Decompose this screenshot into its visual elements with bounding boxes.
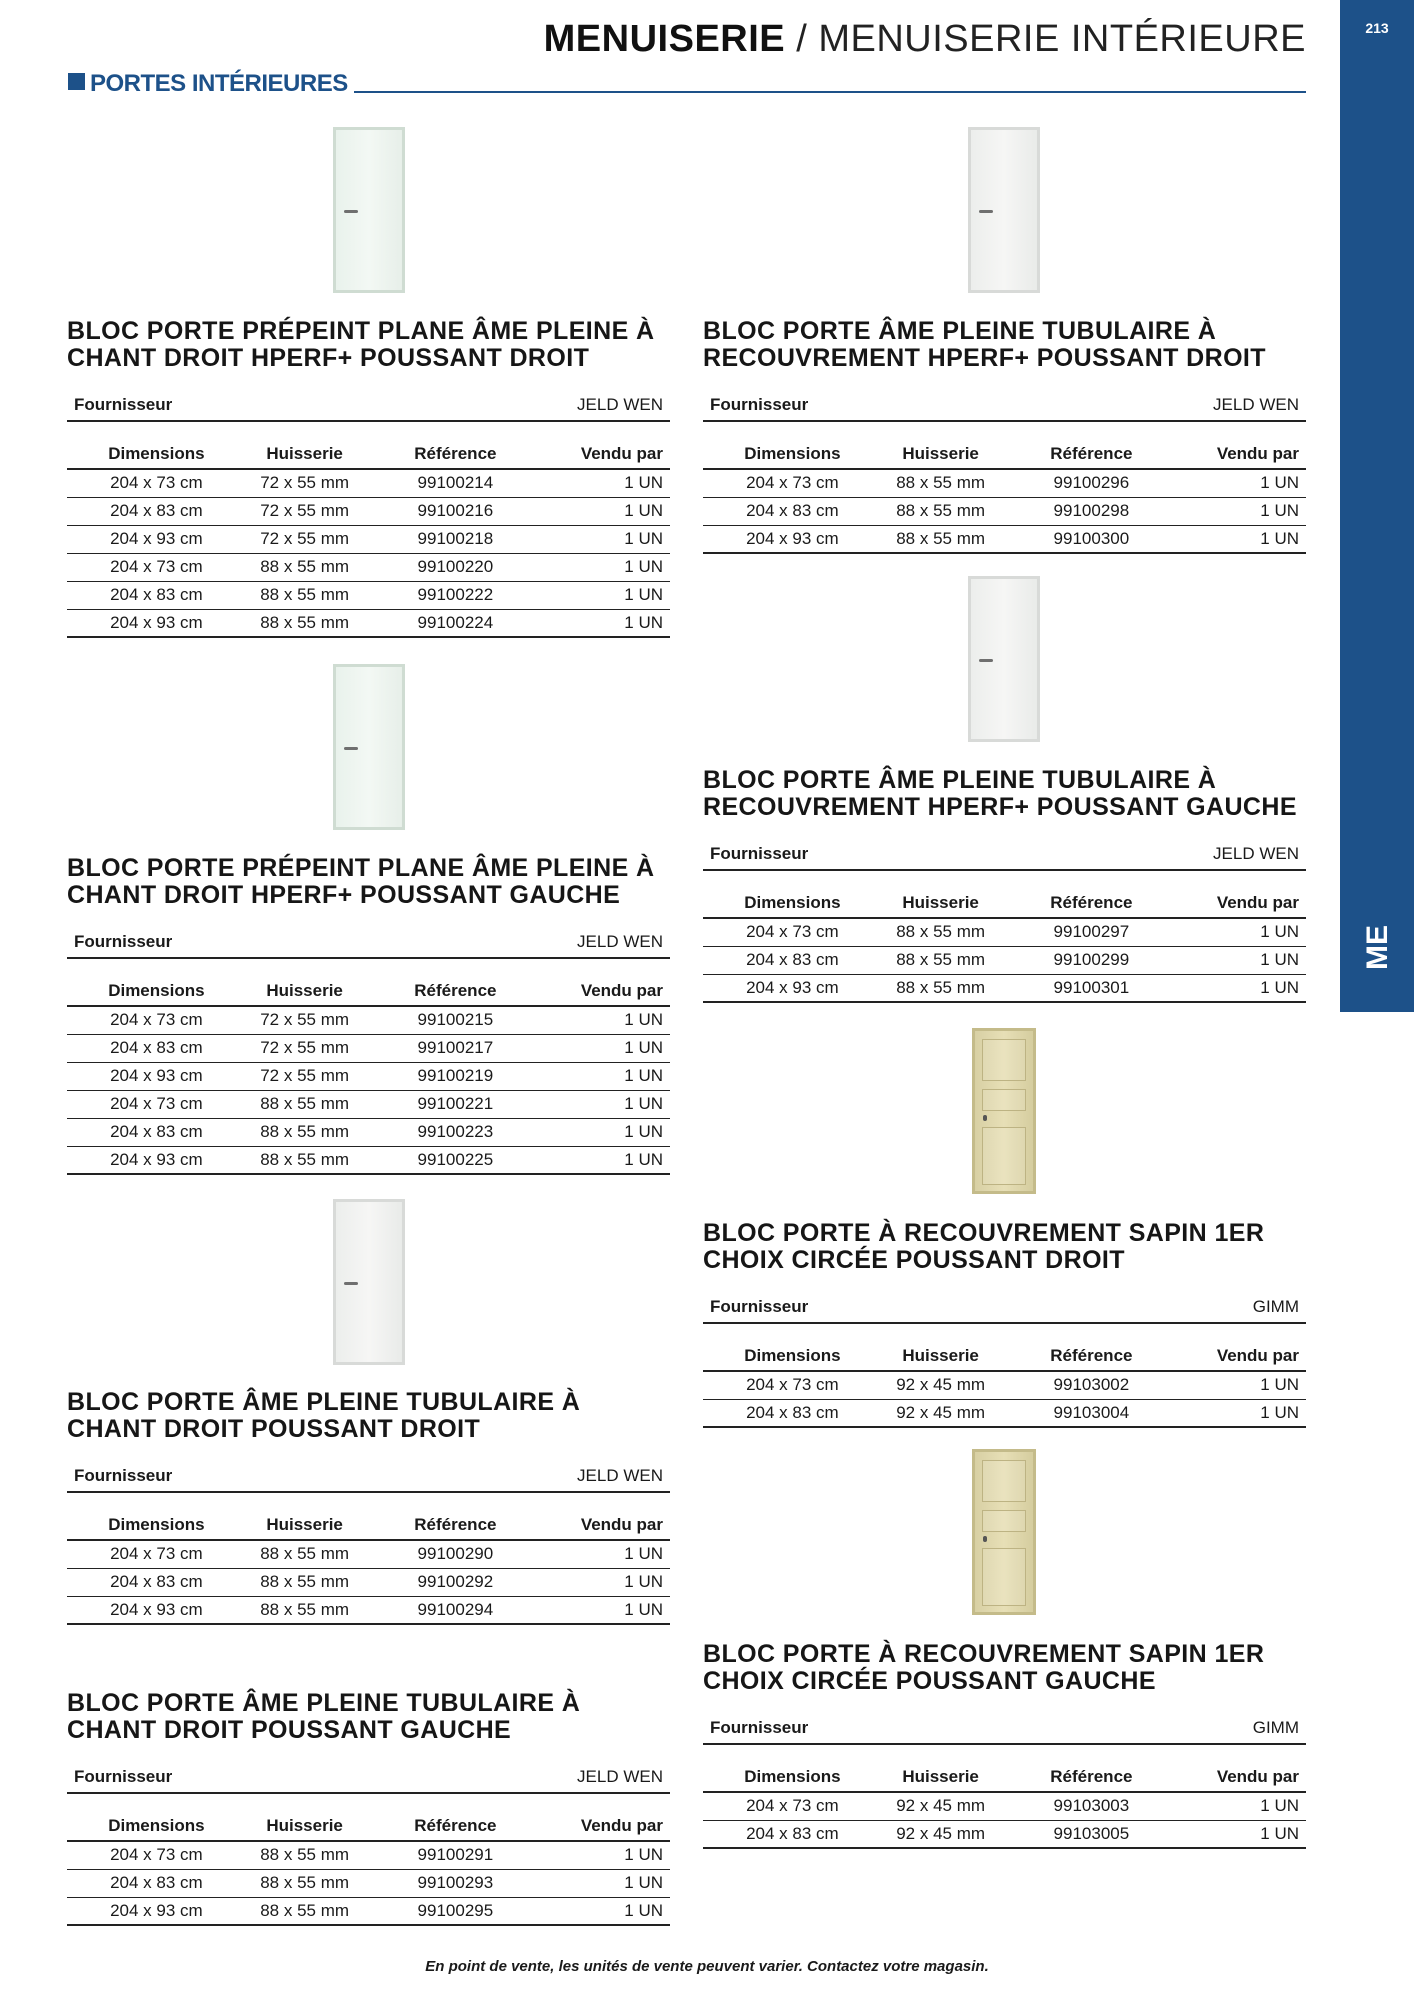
table-cell: 88 x 55 mm xyxy=(854,946,1005,974)
product-title: BLOC PORTE ÂME PLEINE TUBULAIRE À RECOUVREMENT HPERF+ POUSSANT DROIT xyxy=(703,317,1266,372)
table-cell: 1 UN xyxy=(519,497,670,525)
col-reference: Référence xyxy=(369,977,520,1006)
table-cell: 99100297 xyxy=(1005,918,1156,946)
product-block xyxy=(703,1641,1306,1849)
table-cell: 88 x 55 mm xyxy=(854,974,1005,1002)
product-title: BLOC PORTE PRÉPEINT PLANE ÂME PLEINE À CHANT DROIT HPERF+ POUSSANT DROIT xyxy=(67,317,655,372)
table-cell: 204 x 93 cm xyxy=(67,1146,218,1174)
supplier-row xyxy=(703,390,1306,422)
table-cell: 99100292 xyxy=(369,1568,520,1596)
table-header-row xyxy=(703,440,1306,469)
side-section-code: ME xyxy=(1361,925,1394,970)
table-cell: 72 x 55 mm xyxy=(218,469,369,497)
col-reference: Référence xyxy=(1005,889,1156,918)
col-dimensions: Dimensions xyxy=(67,977,218,1006)
col-reference: Référence xyxy=(1005,1342,1156,1371)
table-cell: 1 UN xyxy=(519,469,670,497)
table-cell: 1 UN xyxy=(519,1897,670,1925)
table-cell: 88 x 55 mm xyxy=(218,553,369,581)
table-cell: 72 x 55 mm xyxy=(218,1006,369,1034)
door-image-prepeint-droit xyxy=(333,127,405,293)
supplier-label: Fournisseur xyxy=(710,1297,809,1316)
col-sold-by: Vendu par xyxy=(519,440,670,469)
col-dimensions: Dimensions xyxy=(703,440,854,469)
table-header-row xyxy=(703,1763,1306,1792)
table-row xyxy=(67,1062,670,1090)
table-cell: 1 UN xyxy=(519,1146,670,1174)
product-title: BLOC PORTE ÂME PLEINE TUBULAIRE À CHANT DROIT POUSSANT GAUCHE xyxy=(67,1689,581,1744)
product-table xyxy=(67,1812,670,1926)
table-cell: 72 x 55 mm xyxy=(218,1034,369,1062)
product-block xyxy=(67,318,670,638)
table-row xyxy=(703,497,1306,525)
product-block xyxy=(67,1690,670,1926)
table-cell: 204 x 73 cm xyxy=(67,469,218,497)
table-cell: 1 UN xyxy=(1155,497,1306,525)
table-cell: 1 UN xyxy=(1155,1792,1306,1820)
table-cell: 1 UN xyxy=(519,609,670,637)
col-reference: Référence xyxy=(369,1511,520,1540)
table-row xyxy=(703,525,1306,553)
door-handle-icon xyxy=(983,1115,987,1121)
table-cell: 99103005 xyxy=(1005,1820,1156,1848)
table-cell: 88 x 55 mm xyxy=(218,1897,369,1925)
table-cell: 204 x 83 cm xyxy=(703,1820,854,1848)
supplier-name: JELD WEN xyxy=(1213,395,1299,414)
section-square-icon xyxy=(68,73,85,90)
table-cell: 1 UN xyxy=(519,1869,670,1897)
col-reference: Référence xyxy=(1005,440,1156,469)
table-cell: 99100217 xyxy=(369,1034,520,1062)
door-handle-icon xyxy=(344,747,358,750)
table-cell: 99100300 xyxy=(1005,525,1156,553)
col-dimensions: Dimensions xyxy=(703,1342,854,1371)
supplier-row xyxy=(67,927,670,959)
table-cell: 88 x 55 mm xyxy=(854,918,1005,946)
table-cell: 99100220 xyxy=(369,553,520,581)
side-tab xyxy=(1340,0,1414,1012)
supplier-row xyxy=(67,390,670,422)
table-cell: 92 x 45 mm xyxy=(854,1792,1005,1820)
col-sold-by: Vendu par xyxy=(1155,1763,1306,1792)
page-title-category: MENUISERIE xyxy=(543,18,786,60)
supplier-label: Fournisseur xyxy=(710,844,809,863)
product-title: BLOC PORTE ÂME PLEINE TUBULAIRE À CHANT DROIT POUSSANT DROIT xyxy=(67,1388,581,1443)
table-cell: 204 x 73 cm xyxy=(67,1540,218,1568)
table-cell: 99103004 xyxy=(1005,1399,1156,1427)
table-row xyxy=(703,946,1306,974)
page-title-subcategory: MENUISERIE INTÉRIEURE xyxy=(818,18,1306,60)
col-dimensions: Dimensions xyxy=(67,1511,218,1540)
col-frame: Huisserie xyxy=(854,440,1005,469)
table-cell: 204 x 73 cm xyxy=(67,1841,218,1869)
supplier-label: Fournisseur xyxy=(710,1718,809,1737)
table-header-row xyxy=(67,1511,670,1540)
table-row xyxy=(67,1540,670,1568)
table-header-row xyxy=(67,977,670,1006)
table-header-row xyxy=(703,889,1306,918)
table-cell: 204 x 93 cm xyxy=(67,1596,218,1624)
product-title: BLOC PORTE PRÉPEINT PLANE ÂME PLEINE À CHANT DROIT HPERF+ POUSSANT GAUCHE xyxy=(67,854,655,909)
col-dimensions: Dimensions xyxy=(67,1812,218,1841)
product-block xyxy=(703,767,1306,1003)
col-frame: Huisserie xyxy=(218,440,369,469)
section-title: PORTES INTÉRIEURES xyxy=(90,70,348,97)
table-cell: 204 x 93 cm xyxy=(67,525,218,553)
supplier-row xyxy=(703,1713,1306,1745)
table-row xyxy=(67,609,670,637)
product-block xyxy=(703,1220,1306,1428)
table-row xyxy=(67,1118,670,1146)
table-cell: 92 x 45 mm xyxy=(854,1399,1005,1427)
supplier-name: JELD WEN xyxy=(577,1767,663,1786)
table-row xyxy=(67,581,670,609)
col-frame: Huisserie xyxy=(218,977,369,1006)
table-cell: 88 x 55 mm xyxy=(218,609,369,637)
col-frame: Huisserie xyxy=(218,1812,369,1841)
table-cell: 204 x 73 cm xyxy=(703,1371,854,1399)
product-table xyxy=(67,1511,670,1625)
col-sold-by: Vendu par xyxy=(1155,440,1306,469)
product-title: BLOC PORTE À RECOUVREMENT SAPIN 1ER CHOIX CIRCÉE POUSSANT DROIT xyxy=(703,1219,1265,1274)
table-cell: 99100298 xyxy=(1005,497,1156,525)
table-cell: 88 x 55 mm xyxy=(218,1090,369,1118)
col-reference: Référence xyxy=(369,440,520,469)
door-handle-icon xyxy=(344,1282,358,1285)
door-handle-icon xyxy=(979,210,993,213)
table-cell: 1 UN xyxy=(519,1090,670,1118)
table-cell: 204 x 73 cm xyxy=(703,918,854,946)
page-number: 213 xyxy=(1365,20,1389,36)
door-image-tubulaire-recouvrement-droit xyxy=(968,127,1040,293)
table-header-row xyxy=(703,1342,1306,1371)
table-cell: 1 UN xyxy=(519,1596,670,1624)
table-cell: 92 x 45 mm xyxy=(854,1371,1005,1399)
table-cell: 204 x 83 cm xyxy=(703,497,854,525)
product-table xyxy=(703,1763,1306,1849)
col-dimensions: Dimensions xyxy=(703,1763,854,1792)
table-row xyxy=(67,1034,670,1062)
table-cell: 204 x 93 cm xyxy=(703,525,854,553)
table-header-row xyxy=(67,1812,670,1841)
table-cell: 99100301 xyxy=(1005,974,1156,1002)
table-row xyxy=(703,974,1306,1002)
table-cell: 1 UN xyxy=(519,581,670,609)
table-cell: 99100218 xyxy=(369,525,520,553)
table-row xyxy=(67,1568,670,1596)
table-cell: 1 UN xyxy=(1155,1399,1306,1427)
table-cell: 1 UN xyxy=(519,525,670,553)
col-frame: Huisserie xyxy=(854,889,1005,918)
table-cell: 88 x 55 mm xyxy=(218,1146,369,1174)
table-cell: 99100215 xyxy=(369,1006,520,1034)
table-cell: 204 x 83 cm xyxy=(67,581,218,609)
table-cell: 1 UN xyxy=(1155,974,1306,1002)
table-row xyxy=(67,1090,670,1118)
product-table xyxy=(67,977,670,1175)
door-image-sapin-gauche xyxy=(972,1449,1036,1615)
table-row xyxy=(67,469,670,497)
product-block xyxy=(67,1389,670,1625)
table-cell: 99100296 xyxy=(1005,469,1156,497)
table-cell: 88 x 55 mm xyxy=(218,1118,369,1146)
col-sold-by: Vendu par xyxy=(519,977,670,1006)
product-title: BLOC PORTE ÂME PLEINE TUBULAIRE À RECOUVREMENT HPERF+ POUSSANT GAUCHE xyxy=(703,766,1297,821)
col-frame: Huisserie xyxy=(218,1511,369,1540)
table-cell: 204 x 83 cm xyxy=(67,1034,218,1062)
col-dimensions: Dimensions xyxy=(67,440,218,469)
supplier-name: JELD WEN xyxy=(577,932,663,951)
product-title: BLOC PORTE À RECOUVREMENT SAPIN 1ER CHOIX CIRCÉE POUSSANT GAUCHE xyxy=(703,1640,1265,1695)
table-row xyxy=(67,553,670,581)
door-handle-icon xyxy=(979,659,993,662)
table-cell: 88 x 55 mm xyxy=(854,497,1005,525)
table-cell: 72 x 55 mm xyxy=(218,525,369,553)
section-header xyxy=(68,70,1306,97)
table-row xyxy=(67,1006,670,1034)
table-cell: 99100219 xyxy=(369,1062,520,1090)
door-image-prepeint-gauche xyxy=(333,664,405,830)
table-cell: 1 UN xyxy=(1155,525,1306,553)
product-table xyxy=(703,889,1306,1003)
table-cell: 99100293 xyxy=(369,1869,520,1897)
table-cell: 99100216 xyxy=(369,497,520,525)
table-cell: 1 UN xyxy=(1155,918,1306,946)
table-cell: 88 x 55 mm xyxy=(218,1869,369,1897)
col-reference: Référence xyxy=(369,1812,520,1841)
table-cell: 88 x 55 mm xyxy=(218,1540,369,1568)
table-cell: 99100222 xyxy=(369,581,520,609)
product-table xyxy=(703,1342,1306,1428)
product-block xyxy=(703,318,1306,554)
table-cell: 1 UN xyxy=(519,1568,670,1596)
table-cell: 99100299 xyxy=(1005,946,1156,974)
table-cell: 1 UN xyxy=(1155,1371,1306,1399)
table-cell: 204 x 73 cm xyxy=(67,1006,218,1034)
door-handle-icon xyxy=(983,1536,987,1542)
table-cell: 99100291 xyxy=(369,1841,520,1869)
door-image-sapin-droit xyxy=(972,1028,1036,1194)
door-image-tubulaire-recouvrement-gauche xyxy=(968,576,1040,742)
supplier-name: JELD WEN xyxy=(577,395,663,414)
table-cell: 1 UN xyxy=(519,1841,670,1869)
table-cell: 1 UN xyxy=(519,1034,670,1062)
supplier-name: GIMM xyxy=(1252,1718,1299,1737)
table-cell: 88 x 55 mm xyxy=(218,1568,369,1596)
col-frame: Huisserie xyxy=(854,1763,1005,1792)
table-cell: 204 x 73 cm xyxy=(67,1090,218,1118)
table-row xyxy=(67,1596,670,1624)
table-cell: 1 UN xyxy=(519,1118,670,1146)
col-dimensions: Dimensions xyxy=(703,889,854,918)
table-cell: 1 UN xyxy=(1155,946,1306,974)
table-cell: 88 x 55 mm xyxy=(854,469,1005,497)
product-table xyxy=(67,440,670,638)
col-frame: Huisserie xyxy=(854,1342,1005,1371)
table-cell: 1 UN xyxy=(519,1540,670,1568)
table-cell: 204 x 93 cm xyxy=(67,1062,218,1090)
table-cell: 88 x 55 mm xyxy=(218,1596,369,1624)
table-row xyxy=(703,1399,1306,1427)
table-cell: 204 x 83 cm xyxy=(67,1568,218,1596)
table-row xyxy=(703,918,1306,946)
supplier-name: JELD WEN xyxy=(1213,844,1299,863)
table-cell: 204 x 93 cm xyxy=(67,1897,218,1925)
supplier-label: Fournisseur xyxy=(74,1767,173,1786)
col-sold-by: Vendu par xyxy=(1155,1342,1306,1371)
table-cell: 99100290 xyxy=(369,1540,520,1568)
table-cell: 1 UN xyxy=(519,1006,670,1034)
table-row xyxy=(67,497,670,525)
table-cell: 88 x 55 mm xyxy=(854,525,1005,553)
table-cell: 99103003 xyxy=(1005,1792,1156,1820)
col-sold-by: Vendu par xyxy=(519,1812,670,1841)
product-table xyxy=(703,440,1306,554)
supplier-name: JELD WEN xyxy=(577,1466,663,1485)
table-row xyxy=(67,525,670,553)
table-cell: 88 x 55 mm xyxy=(218,581,369,609)
supplier-row xyxy=(67,1762,670,1794)
table-row xyxy=(703,1820,1306,1848)
table-cell: 88 x 55 mm xyxy=(218,1841,369,1869)
supplier-label: Fournisseur xyxy=(74,932,173,951)
table-header-row xyxy=(67,440,670,469)
table-cell: 204 x 83 cm xyxy=(703,1399,854,1427)
supplier-row xyxy=(67,1461,670,1493)
door-image-tubulaire-chant-droit xyxy=(333,1199,405,1365)
col-sold-by: Vendu par xyxy=(1155,889,1306,918)
table-cell: 204 x 93 cm xyxy=(703,974,854,1002)
table-cell: 1 UN xyxy=(519,553,670,581)
table-row xyxy=(67,1897,670,1925)
table-cell: 204 x 73 cm xyxy=(703,469,854,497)
section-divider xyxy=(354,91,1306,93)
table-cell: 204 x 83 cm xyxy=(67,497,218,525)
table-cell: 204 x 83 cm xyxy=(67,1869,218,1897)
table-cell: 72 x 55 mm xyxy=(218,1062,369,1090)
table-row xyxy=(67,1869,670,1897)
supplier-row xyxy=(703,1292,1306,1324)
table-cell: 72 x 55 mm xyxy=(218,497,369,525)
table-cell: 204 x 73 cm xyxy=(67,553,218,581)
table-row xyxy=(703,1371,1306,1399)
table-cell: 99100224 xyxy=(369,609,520,637)
supplier-label: Fournisseur xyxy=(74,1466,173,1485)
table-cell: 204 x 83 cm xyxy=(703,946,854,974)
table-cell: 1 UN xyxy=(519,1062,670,1090)
supplier-name: GIMM xyxy=(1252,1297,1299,1316)
col-reference: Référence xyxy=(1005,1763,1156,1792)
door-handle-icon xyxy=(344,210,358,213)
page-title xyxy=(544,18,1306,61)
table-cell: 99103002 xyxy=(1005,1371,1156,1399)
table-cell: 99100221 xyxy=(369,1090,520,1118)
supplier-label: Fournisseur xyxy=(74,395,173,414)
table-cell: 204 x 73 cm xyxy=(703,1792,854,1820)
table-cell: 99100295 xyxy=(369,1897,520,1925)
table-cell: 99100225 xyxy=(369,1146,520,1174)
table-row xyxy=(67,1146,670,1174)
table-cell: 1 UN xyxy=(1155,1820,1306,1848)
table-cell: 204 x 93 cm xyxy=(67,609,218,637)
table-cell: 1 UN xyxy=(1155,469,1306,497)
page-title-separator: / xyxy=(796,18,808,60)
supplier-label: Fournisseur xyxy=(710,395,809,414)
footer-note: En point de vente, les unités de vente peuvent varier. Contactez votre magasin. xyxy=(425,1958,989,1975)
table-cell: 99100214 xyxy=(369,469,520,497)
table-cell: 92 x 45 mm xyxy=(854,1820,1005,1848)
product-block xyxy=(67,855,670,1175)
col-sold-by: Vendu par xyxy=(519,1511,670,1540)
table-cell: 99100294 xyxy=(369,1596,520,1624)
table-cell: 99100223 xyxy=(369,1118,520,1146)
table-cell: 204 x 83 cm xyxy=(67,1118,218,1146)
table-row xyxy=(703,1792,1306,1820)
supplier-row xyxy=(703,839,1306,871)
table-row xyxy=(67,1841,670,1869)
table-row xyxy=(703,469,1306,497)
